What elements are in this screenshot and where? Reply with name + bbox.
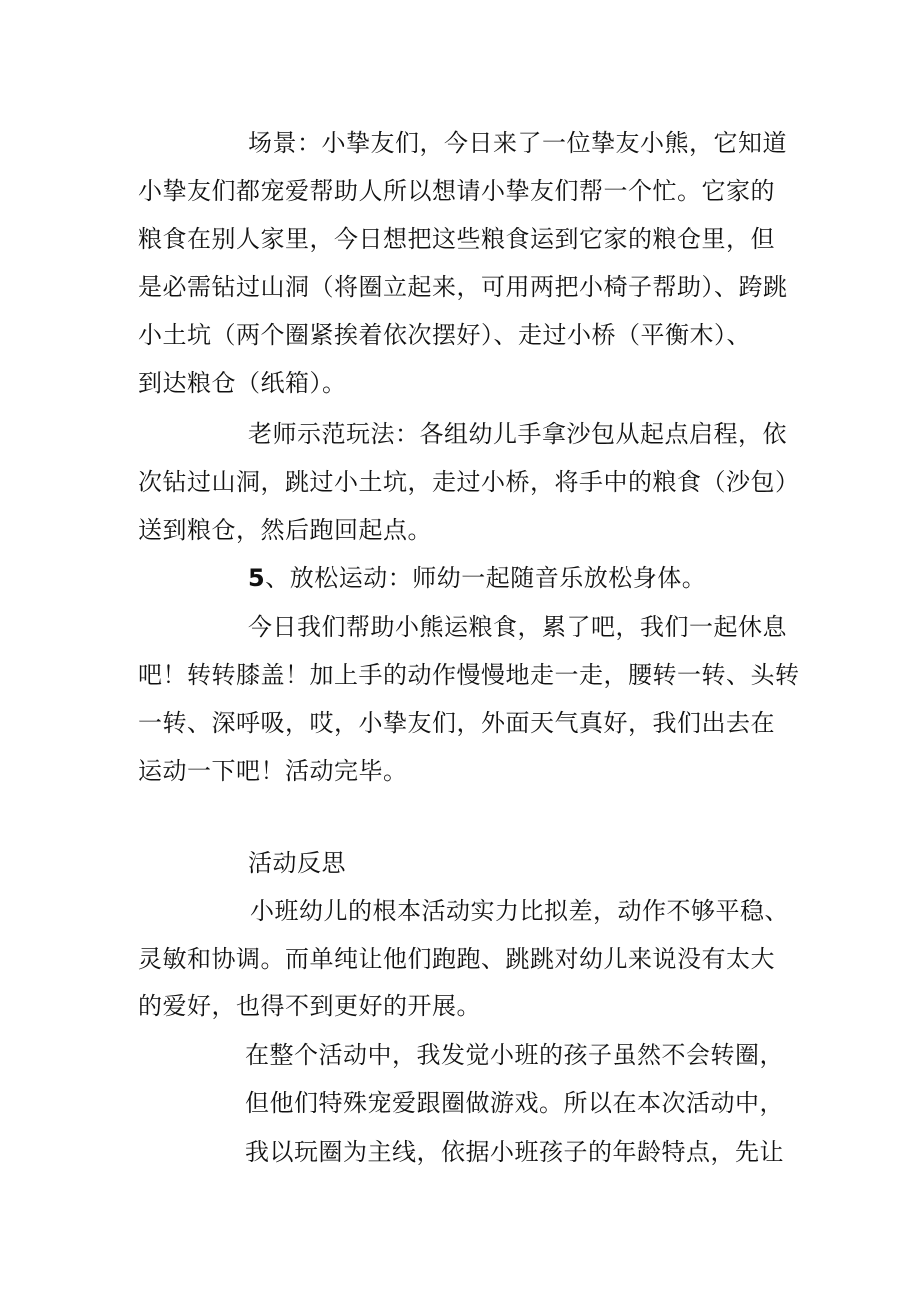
demo-line-2: 次钻过山洞，跳过小土坑，走过小桥，将手中的粮食（沙包） — [138, 468, 800, 496]
closing-line-4: 运动一下吧！活动完毕。 — [138, 757, 408, 785]
scene-line-3: 粮食在别人家里，今日想把这些粮食运到它家的粮仓里，但 — [138, 225, 775, 253]
closing-line-2: 吧！转转膝盖！加上手的动作慢慢地走一走，腰转一转、头转 — [138, 661, 800, 689]
demo-line-1: 老师示范玩法：各组幼儿手拿沙包从起点启程，依 — [248, 420, 787, 448]
reflection-heading: 活动反思 — [248, 849, 346, 877]
scene-line-5: 小土坑（两个圈紧挨着依次摆好）、走过小桥（平衡木）、 — [138, 321, 751, 349]
reflection-p2-line-2: 但他们特殊宠爱跟圈做游戏。所以在本次活动中， — [245, 1089, 784, 1117]
reflection-p1-line-3: 的爱好，也得不到更好的开展。 — [138, 992, 481, 1020]
scene-line-2: 小挚友们都宠爱帮助人所以想请小挚友们帮一个忙。它家的 — [138, 177, 775, 205]
step-5-line — [248, 563, 706, 593]
reflection-p1-line-1: 小班幼儿的根本活动实力比拟差，动作不够平稳、 — [250, 897, 789, 925]
reflection-p2-line-1: 在整个活动中，我发觉小班的孩子虽然不会转圈， — [245, 1041, 784, 1069]
step-5-number: 5 — [248, 564, 266, 592]
closing-line-3: 一转、深呼吸，哎，小挚友们，外面天气真好，我们出去在 — [138, 709, 775, 737]
reflection-p2-line-3: 我以玩圈为主线，依据小班孩子的年龄特点，先让 — [245, 1138, 784, 1166]
closing-line-1: 今日我们帮助小熊运粮食，累了吧，我们一起休息 — [248, 613, 787, 641]
scene-line-4: 是必需钻过山洞（将圈立起来，可用两把小椅子帮助）、跨跳 — [138, 273, 788, 301]
scene-line-6: 到达粮仓（纸箱）。 — [138, 369, 347, 397]
scene-line-1: 场景：小挚友们，今日来了一位挚友小熊，它知道 — [248, 129, 787, 157]
step-5-text: 、放松运动：师幼一起随音乐放松身体。 — [265, 564, 707, 592]
reflection-p1-line-2: 灵敏和协调。而单纯让他们跑跑、跳跳对幼儿来说没有太大 — [138, 945, 775, 973]
demo-line-3: 送到粮仓，然后跑回起点。 — [138, 516, 432, 544]
